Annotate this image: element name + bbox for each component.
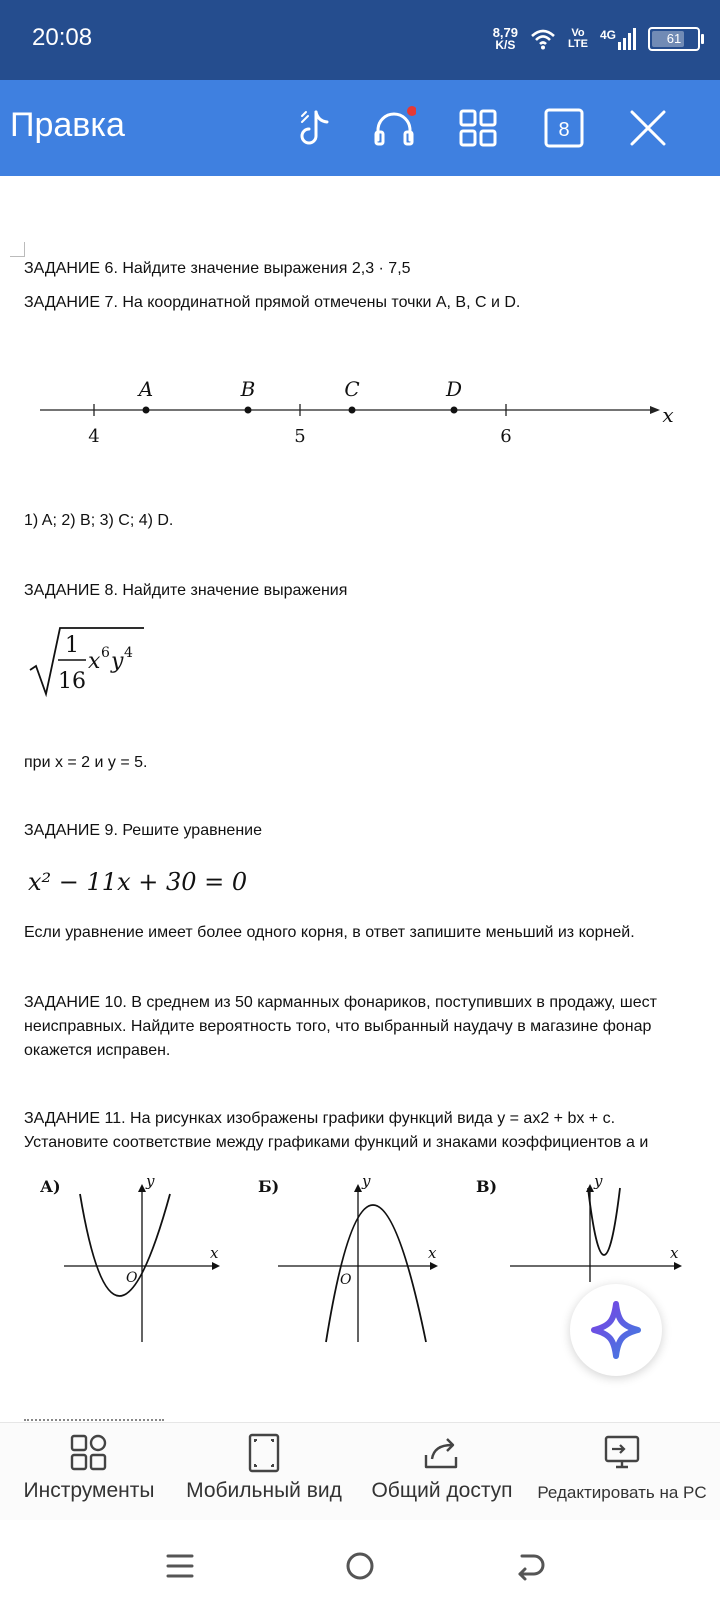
tools-icon (69, 1433, 109, 1473)
close-icon (626, 106, 670, 150)
volte-top: Vo (571, 27, 585, 39)
net-speed-unit: K/S (495, 38, 516, 52)
graph-b (254, 1172, 454, 1348)
fraction-denominator: 16 (58, 669, 86, 694)
mobile-view-button[interactable] (178, 1433, 350, 1503)
recent-apps-button[interactable] (160, 1546, 200, 1586)
task7-options: 1) A; 2) B; 3) C; 4) D. (24, 512, 174, 529)
grid-icon (456, 106, 500, 150)
battery-icon (648, 27, 700, 51)
graph-a-origin: O (126, 1270, 138, 1286)
net-speed-value: 8,79 (492, 25, 519, 40)
graph-c-y-label: y (594, 1172, 603, 1190)
task9-text: ЗАДАНИЕ 9. Решите уравнение (24, 822, 262, 839)
sparkle-icon (570, 1284, 662, 1376)
notification-dot (407, 106, 416, 116)
graph-b-x-label: x (428, 1244, 437, 1262)
fraction-numerator: 1 (65, 633, 79, 658)
tools-label: Инструменты (23, 1479, 155, 1502)
point-label-b: B (240, 377, 256, 401)
task10-line3: окажется исправен. (24, 1042, 171, 1059)
app-title: Правка (10, 106, 125, 144)
tabs-button[interactable] (542, 106, 586, 150)
task11-line1: ЗАДАНИЕ 11. На рисунках изображены графики функций вида y = ax2 + bx + c. (24, 1110, 616, 1127)
signal-bars-icon (618, 28, 636, 50)
y-exponent: 4 (124, 645, 133, 661)
task10-line2: неисправных. Найдите вероятность того, что выбранный наудачу в магазине фонар (24, 1018, 652, 1035)
page-corner-mark (10, 242, 25, 257)
tab-count: 8 (558, 119, 570, 141)
tick-label-6: 6 (500, 426, 512, 447)
task8-condition: при x = 2 и y = 5. (24, 754, 148, 771)
tick-label-5: 5 (294, 426, 306, 447)
cutoff-text (24, 1414, 174, 1422)
headphones-button[interactable] (372, 106, 416, 150)
task11-line2: Установите соответствие между графиками функций и знаками коэффициентов a и (24, 1134, 649, 1151)
task10-line1: ЗАДАНИЕ 10. В среднем из 50 карманных фонариков, поступивших в продажу, шест (24, 994, 657, 1011)
graph-b-label: Б) (258, 1177, 280, 1196)
tiktok-button[interactable] (294, 106, 338, 150)
graph-c-x-label: x (670, 1244, 679, 1262)
wifi-icon (530, 28, 556, 50)
volte-indicator (568, 28, 588, 50)
point-label-a: A (138, 377, 154, 401)
share-icon (422, 1433, 462, 1473)
system-nav-bar (0, 1520, 720, 1612)
number-line (30, 372, 690, 454)
status-bar (0, 0, 720, 80)
task9-equation: x² − 11x + 30 = 0 (28, 868, 248, 896)
point-label-c: C (344, 377, 360, 401)
cell-signal (600, 28, 636, 50)
edit-on-pc-label: Редактировать на PC (537, 1483, 707, 1502)
graph-a-label: А) (40, 1177, 61, 1196)
share-button[interactable] (364, 1433, 520, 1503)
x-base: x (88, 649, 101, 674)
edit-on-pc-button[interactable] (532, 1433, 712, 1503)
graph-b-origin: O (340, 1272, 352, 1288)
task7-text: ЗАДАНИЕ 7. На координатной прямой отмечены точки A, B, C и D. (24, 294, 521, 311)
network-type: 4G (599, 28, 616, 42)
graph-a (36, 1172, 236, 1348)
back-icon (510, 1546, 550, 1586)
home-button[interactable] (340, 1546, 380, 1586)
battery-level: 61 (666, 31, 682, 46)
back-button[interactable] (510, 1546, 550, 1586)
point-label-d: D (445, 377, 463, 401)
tabs-icon (542, 106, 586, 150)
status-time: 20:08 (32, 24, 93, 51)
mobile-view-label: Мобильный вид (186, 1479, 342, 1502)
tick-label-4: 4 (88, 426, 100, 447)
app-bar (0, 80, 720, 176)
x-exponent: 6 (101, 645, 110, 661)
tiktok-icon (294, 106, 338, 150)
headphones-icon (372, 106, 416, 150)
bottom-toolbar (0, 1422, 720, 1521)
task8-text: ЗАДАНИЕ 8. Найдите значение выражения (24, 582, 348, 599)
task6-text: ЗАДАНИЕ 6. Найдите значение выражения 2,3 · 7,5 (24, 260, 411, 277)
home-circle-icon (340, 1546, 380, 1586)
graph-b-y-label: y (362, 1172, 371, 1190)
ai-assistant-button[interactable] (570, 1284, 662, 1376)
close-button[interactable] (626, 106, 670, 150)
task8-expression (26, 622, 166, 698)
monitor-icon (602, 1433, 642, 1473)
task9-note: Если уравнение имеет более одного корня, в ответ запишите меньший из корней. (24, 924, 635, 941)
status-icons (493, 22, 700, 56)
graph-a-x-label: x (210, 1244, 219, 1262)
tools-button[interactable] (14, 1433, 164, 1503)
grid-button[interactable] (456, 106, 500, 150)
volte-bottom: LTE (568, 38, 588, 50)
graph-c-label: В) (476, 1177, 498, 1196)
menu-icon (160, 1546, 200, 1586)
y-base: y (111, 649, 124, 674)
axis-label-x: x (662, 403, 674, 427)
document-view[interactable] (0, 176, 720, 1422)
share-label: Общий доступ (371, 1479, 513, 1502)
mobile-view-icon (244, 1433, 284, 1473)
graph-a-y-label: y (146, 1172, 155, 1190)
net-speed (493, 27, 518, 51)
